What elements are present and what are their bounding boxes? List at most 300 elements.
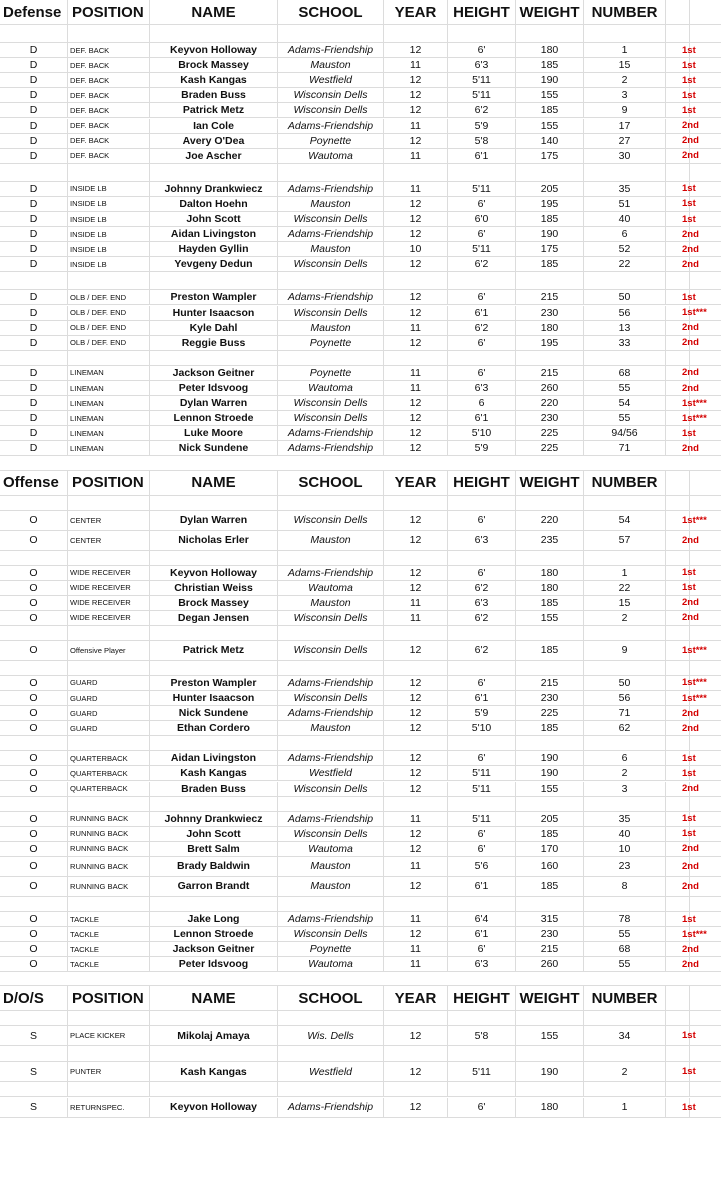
school: Mauston — [278, 321, 384, 335]
player-name: Dalton Hoehn — [150, 197, 278, 211]
empty-cell — [448, 551, 516, 565]
school: Poynette — [278, 366, 384, 380]
player-row — [0, 927, 721, 942]
player-row — [0, 721, 721, 736]
empty-cell — [666, 164, 690, 181]
team-rank: 2nd — [666, 441, 690, 455]
side-code: D — [0, 381, 68, 395]
height: 6'1 — [448, 927, 516, 941]
year-header: YEAR — [384, 986, 448, 1010]
weight: 315 — [516, 912, 584, 926]
team-rank: 1st*** — [666, 396, 690, 410]
weight: 180 — [516, 581, 584, 595]
empty-cell — [68, 797, 150, 811]
section-header-row — [0, 0, 721, 25]
empty-cell — [690, 496, 721, 510]
empty-cell — [448, 1082, 516, 1096]
empty-cell — [690, 426, 721, 440]
school: Adams-Friendship — [278, 812, 384, 826]
jersey-number: 9 — [584, 103, 666, 117]
empty-cell — [448, 272, 516, 289]
player-name: Nick Sundene — [150, 441, 278, 455]
year: 12 — [384, 441, 448, 455]
weight: 235 — [516, 531, 584, 550]
weight-header: WEIGHT — [516, 0, 584, 24]
empty-cell — [690, 842, 721, 856]
section-spacer — [0, 972, 721, 986]
school: Westfield — [278, 73, 384, 87]
school: Wisconsin Dells — [278, 927, 384, 941]
empty-cell — [0, 1046, 68, 1061]
weight: 205 — [516, 812, 584, 826]
jersey-number: 22 — [584, 257, 666, 271]
empty-cell — [150, 661, 278, 675]
player-row — [0, 812, 721, 827]
year: 12 — [384, 426, 448, 440]
empty-cell — [584, 351, 666, 365]
year: 12 — [384, 43, 448, 57]
jersey-number: 1 — [584, 566, 666, 580]
category-header: Defense — [0, 0, 68, 24]
jersey-number: 34 — [584, 1026, 666, 1045]
position: CENTER — [68, 511, 150, 530]
position: WIDE RECEIVER — [68, 566, 150, 580]
position: LINEMAN — [68, 426, 150, 440]
empty-cell — [690, 531, 721, 550]
empty-cell — [690, 676, 721, 690]
height: 5'6 — [448, 857, 516, 876]
group-spacer — [0, 496, 721, 511]
team-rank: 1st — [666, 1026, 690, 1045]
empty-cell — [516, 272, 584, 289]
section-header-row — [0, 986, 721, 1011]
empty-cell — [278, 164, 384, 181]
empty-cell — [690, 257, 721, 271]
jersey-number: 22 — [584, 581, 666, 595]
side-code: O — [0, 611, 68, 625]
player-row — [0, 691, 721, 706]
position: TACKLE — [68, 912, 150, 926]
empty-cell — [448, 797, 516, 811]
empty-cell — [68, 897, 150, 911]
empty-cell — [448, 496, 516, 510]
player-row — [0, 411, 721, 426]
school: Wis. Dells — [278, 1026, 384, 1045]
empty-cell — [666, 25, 690, 42]
player-row — [0, 531, 721, 551]
player-name: Johnny Drankwiecz — [150, 812, 278, 826]
school-header: SCHOOL — [278, 986, 384, 1010]
side-code: O — [0, 827, 68, 841]
empty-header — [690, 471, 721, 495]
year: 12 — [384, 581, 448, 595]
empty-cell — [150, 736, 278, 750]
player-row — [0, 212, 721, 227]
weight: 185 — [516, 827, 584, 841]
height: 5'9 — [448, 441, 516, 455]
side-code: D — [0, 426, 68, 440]
side-code: O — [0, 596, 68, 610]
empty-cell — [690, 596, 721, 610]
weight: 185 — [516, 721, 584, 735]
weight: 185 — [516, 641, 584, 660]
position: DEF. BACK — [68, 88, 150, 102]
jersey-number: 52 — [584, 242, 666, 256]
height: 5'11 — [448, 88, 516, 102]
jersey-number: 78 — [584, 912, 666, 926]
position: RUNNING BACK — [68, 812, 150, 826]
player-name: Aidan Livingston — [150, 227, 278, 241]
team-rank: 1st — [666, 197, 690, 211]
player-row — [0, 58, 721, 73]
player-name: Ian Cole — [150, 119, 278, 133]
team-rank: 1st — [666, 827, 690, 841]
team-rank: 1st — [666, 426, 690, 440]
player-row — [0, 857, 721, 877]
empty-cell — [68, 25, 150, 42]
side-code: O — [0, 721, 68, 735]
year: 11 — [384, 611, 448, 625]
player-row — [0, 877, 721, 897]
side-code: D — [0, 134, 68, 148]
empty-cell — [690, 1026, 721, 1045]
empty-header — [690, 0, 721, 24]
jersey-number: 94/56 — [584, 426, 666, 440]
team-rank: 1st — [666, 58, 690, 72]
position: OLB / DEF. END — [68, 321, 150, 335]
year: 11 — [384, 942, 448, 956]
empty-cell — [448, 626, 516, 640]
position-header: POSITION — [68, 471, 150, 495]
team-rank: 1st*** — [666, 306, 690, 320]
jersey-number: 1 — [584, 43, 666, 57]
empty-cell — [384, 1082, 448, 1096]
empty-cell — [690, 736, 721, 750]
team-rank: 1st*** — [666, 511, 690, 530]
jersey-number: 40 — [584, 827, 666, 841]
empty-cell — [584, 736, 666, 750]
player-row — [0, 581, 721, 596]
year: 11 — [384, 182, 448, 196]
height: 6'1 — [448, 306, 516, 320]
empty-cell — [584, 1082, 666, 1096]
year: 12 — [384, 641, 448, 660]
empty-cell — [666, 736, 690, 750]
empty-cell — [690, 182, 721, 196]
side-code: D — [0, 73, 68, 87]
empty-cell — [584, 626, 666, 640]
empty-cell — [666, 272, 690, 289]
height-header: HEIGHT — [448, 0, 516, 24]
side-code: D — [0, 149, 68, 163]
year: 11 — [384, 149, 448, 163]
empty-cell — [278, 351, 384, 365]
side-code: D — [0, 411, 68, 425]
team-rank: 1st*** — [666, 641, 690, 660]
rank-header — [666, 0, 690, 24]
empty-cell — [690, 441, 721, 455]
empty-cell — [516, 897, 584, 911]
player-row — [0, 1098, 721, 1118]
jersey-number: 35 — [584, 182, 666, 196]
jersey-number: 50 — [584, 676, 666, 690]
empty-cell — [584, 496, 666, 510]
empty-cell — [448, 164, 516, 181]
empty-cell — [0, 164, 68, 181]
player-name: Kash Kangas — [150, 1062, 278, 1081]
empty-cell — [278, 551, 384, 565]
position: GUARD — [68, 721, 150, 735]
jersey-number: 27 — [584, 134, 666, 148]
jersey-number: 71 — [584, 706, 666, 720]
weight: 225 — [516, 706, 584, 720]
empty-cell — [666, 661, 690, 675]
empty-cell — [690, 381, 721, 395]
jersey-number: 68 — [584, 942, 666, 956]
player-name: Jackson Geitner — [150, 366, 278, 380]
empty-cell — [0, 661, 68, 675]
empty-cell — [584, 272, 666, 289]
weight: 230 — [516, 691, 584, 705]
rank-header — [666, 471, 690, 495]
height: 6' — [448, 43, 516, 57]
empty-cell — [68, 1046, 150, 1061]
empty-cell — [690, 336, 721, 350]
group-spacer — [0, 1082, 721, 1097]
side-code: O — [0, 511, 68, 530]
height: 5'10 — [448, 426, 516, 440]
position: INSIDE LB — [68, 212, 150, 226]
weight: 190 — [516, 766, 584, 780]
empty-cell — [584, 1046, 666, 1061]
empty-cell — [448, 25, 516, 42]
player-row — [0, 942, 721, 957]
school: Mauston — [278, 197, 384, 211]
side-code: O — [0, 706, 68, 720]
year: 11 — [384, 381, 448, 395]
empty-cell — [690, 751, 721, 765]
weight: 140 — [516, 134, 584, 148]
empty-cell — [68, 551, 150, 565]
empty-cell — [0, 1082, 68, 1096]
player-row — [0, 782, 721, 797]
player-name: Hayden Gyllin — [150, 242, 278, 256]
position: RUNNING BACK — [68, 857, 150, 876]
height: 5'8 — [448, 134, 516, 148]
school: Adams-Friendship — [278, 912, 384, 926]
player-name: Kyle Dahl — [150, 321, 278, 335]
year: 12 — [384, 827, 448, 841]
year: 11 — [384, 857, 448, 876]
height: 6' — [448, 842, 516, 856]
height: 6'0 — [448, 212, 516, 226]
jersey-number: 6 — [584, 751, 666, 765]
empty-cell — [448, 1011, 516, 1025]
school: Mauston — [278, 242, 384, 256]
empty-cell — [690, 721, 721, 735]
jersey-number: 15 — [584, 596, 666, 610]
side-code: O — [0, 581, 68, 595]
school: Wisconsin Dells — [278, 396, 384, 410]
position: TACKLE — [68, 957, 150, 971]
year: 12 — [384, 842, 448, 856]
player-row — [0, 1026, 721, 1046]
player-row — [0, 290, 721, 305]
empty-cell — [384, 351, 448, 365]
empty-cell — [150, 1082, 278, 1096]
weight: 180 — [516, 1098, 584, 1117]
jersey-number: 54 — [584, 396, 666, 410]
jersey-number: 55 — [584, 957, 666, 971]
height: 6'1 — [448, 149, 516, 163]
height: 6' — [448, 511, 516, 530]
team-rank: 2nd — [666, 842, 690, 856]
player-row — [0, 88, 721, 103]
player-row — [0, 611, 721, 626]
height: 6'2 — [448, 581, 516, 595]
school: Wautoma — [278, 581, 384, 595]
empty-cell — [690, 782, 721, 796]
player-name: Luke Moore — [150, 426, 278, 440]
year: 12 — [384, 306, 448, 320]
empty-cell — [384, 496, 448, 510]
jersey-number: 2 — [584, 611, 666, 625]
weight: 180 — [516, 43, 584, 57]
player-row — [0, 257, 721, 272]
weight: 185 — [516, 596, 584, 610]
side-code: O — [0, 531, 68, 550]
school: Mauston — [278, 596, 384, 610]
jersey-number: 57 — [584, 531, 666, 550]
empty-cell — [278, 25, 384, 42]
school: Mauston — [278, 877, 384, 896]
height: 6'2 — [448, 103, 516, 117]
side-code: D — [0, 321, 68, 335]
empty-cell — [384, 626, 448, 640]
team-rank: 2nd — [666, 242, 690, 256]
year: 12 — [384, 877, 448, 896]
weight: 225 — [516, 426, 584, 440]
player-row — [0, 751, 721, 766]
height: 6' — [448, 290, 516, 304]
empty-cell — [150, 897, 278, 911]
empty-cell — [690, 827, 721, 841]
weight: 190 — [516, 751, 584, 765]
jersey-number: 13 — [584, 321, 666, 335]
position: WIDE RECEIVER — [68, 611, 150, 625]
player-name: Garron Brandt — [150, 877, 278, 896]
player-name: Yevgeny Dedun — [150, 257, 278, 271]
school: Wisconsin Dells — [278, 691, 384, 705]
year: 12 — [384, 1062, 448, 1081]
weight: 170 — [516, 842, 584, 856]
position-header: POSITION — [68, 986, 150, 1010]
weight: 175 — [516, 149, 584, 163]
empty-cell — [0, 272, 68, 289]
school: Mauston — [278, 58, 384, 72]
empty-cell — [666, 351, 690, 365]
empty-cell — [584, 661, 666, 675]
group-spacer — [0, 736, 721, 751]
player-name: Brett Salm — [150, 842, 278, 856]
school: Adams-Friendship — [278, 182, 384, 196]
side-code: D — [0, 257, 68, 271]
school: Adams-Friendship — [278, 227, 384, 241]
jersey-number: 1 — [584, 1098, 666, 1117]
side-code: D — [0, 306, 68, 320]
year: 12 — [384, 927, 448, 941]
height: 5'11 — [448, 766, 516, 780]
empty-cell — [448, 661, 516, 675]
player-row — [0, 957, 721, 972]
player-row — [0, 149, 721, 164]
empty-cell — [278, 1011, 384, 1025]
empty-cell — [150, 1046, 278, 1061]
empty-cell — [690, 366, 721, 380]
empty-cell — [68, 1082, 150, 1096]
side-code: O — [0, 812, 68, 826]
group-spacer — [0, 351, 721, 366]
empty-cell — [516, 1082, 584, 1096]
height: 5'11 — [448, 73, 516, 87]
position: Offensive Player — [68, 641, 150, 660]
player-name: Preston Wampler — [150, 676, 278, 690]
jersey-number: 54 — [584, 511, 666, 530]
player-name: Lennon Stroede — [150, 927, 278, 941]
empty-cell — [690, 661, 721, 675]
empty-cell — [448, 351, 516, 365]
group-spacer — [0, 661, 721, 676]
height: 5'11 — [448, 182, 516, 196]
side-code: D — [0, 366, 68, 380]
weight: 220 — [516, 396, 584, 410]
section-header-row — [0, 471, 721, 496]
empty-cell — [690, 306, 721, 320]
player-row — [0, 566, 721, 581]
year: 12 — [384, 1098, 448, 1117]
empty-cell — [150, 164, 278, 181]
position: GUARD — [68, 706, 150, 720]
school: Adams-Friendship — [278, 1098, 384, 1117]
empty-cell — [0, 897, 68, 911]
position: DEF. BACK — [68, 149, 150, 163]
empty-cell — [690, 227, 721, 241]
jersey-number: 2 — [584, 1062, 666, 1081]
empty-cell — [584, 797, 666, 811]
team-rank: 2nd — [666, 257, 690, 271]
empty-cell — [690, 877, 721, 896]
player-row — [0, 119, 721, 134]
year: 12 — [384, 766, 448, 780]
player-name: Jackson Geitner — [150, 942, 278, 956]
weight: 260 — [516, 957, 584, 971]
player-name: Preston Wampler — [150, 290, 278, 304]
school: Wisconsin Dells — [278, 782, 384, 796]
empty-cell — [0, 797, 68, 811]
empty-cell — [666, 551, 690, 565]
side-code: D — [0, 182, 68, 196]
jersey-number: 10 — [584, 842, 666, 856]
empty-cell — [150, 1011, 278, 1025]
height: 6'2 — [448, 321, 516, 335]
team-rank: 1st — [666, 812, 690, 826]
position: OLB / DEF. END — [68, 336, 150, 350]
jersey-number: 35 — [584, 812, 666, 826]
empty-cell — [690, 857, 721, 876]
group-spacer — [0, 797, 721, 812]
player-row — [0, 706, 721, 721]
empty-cell — [690, 88, 721, 102]
